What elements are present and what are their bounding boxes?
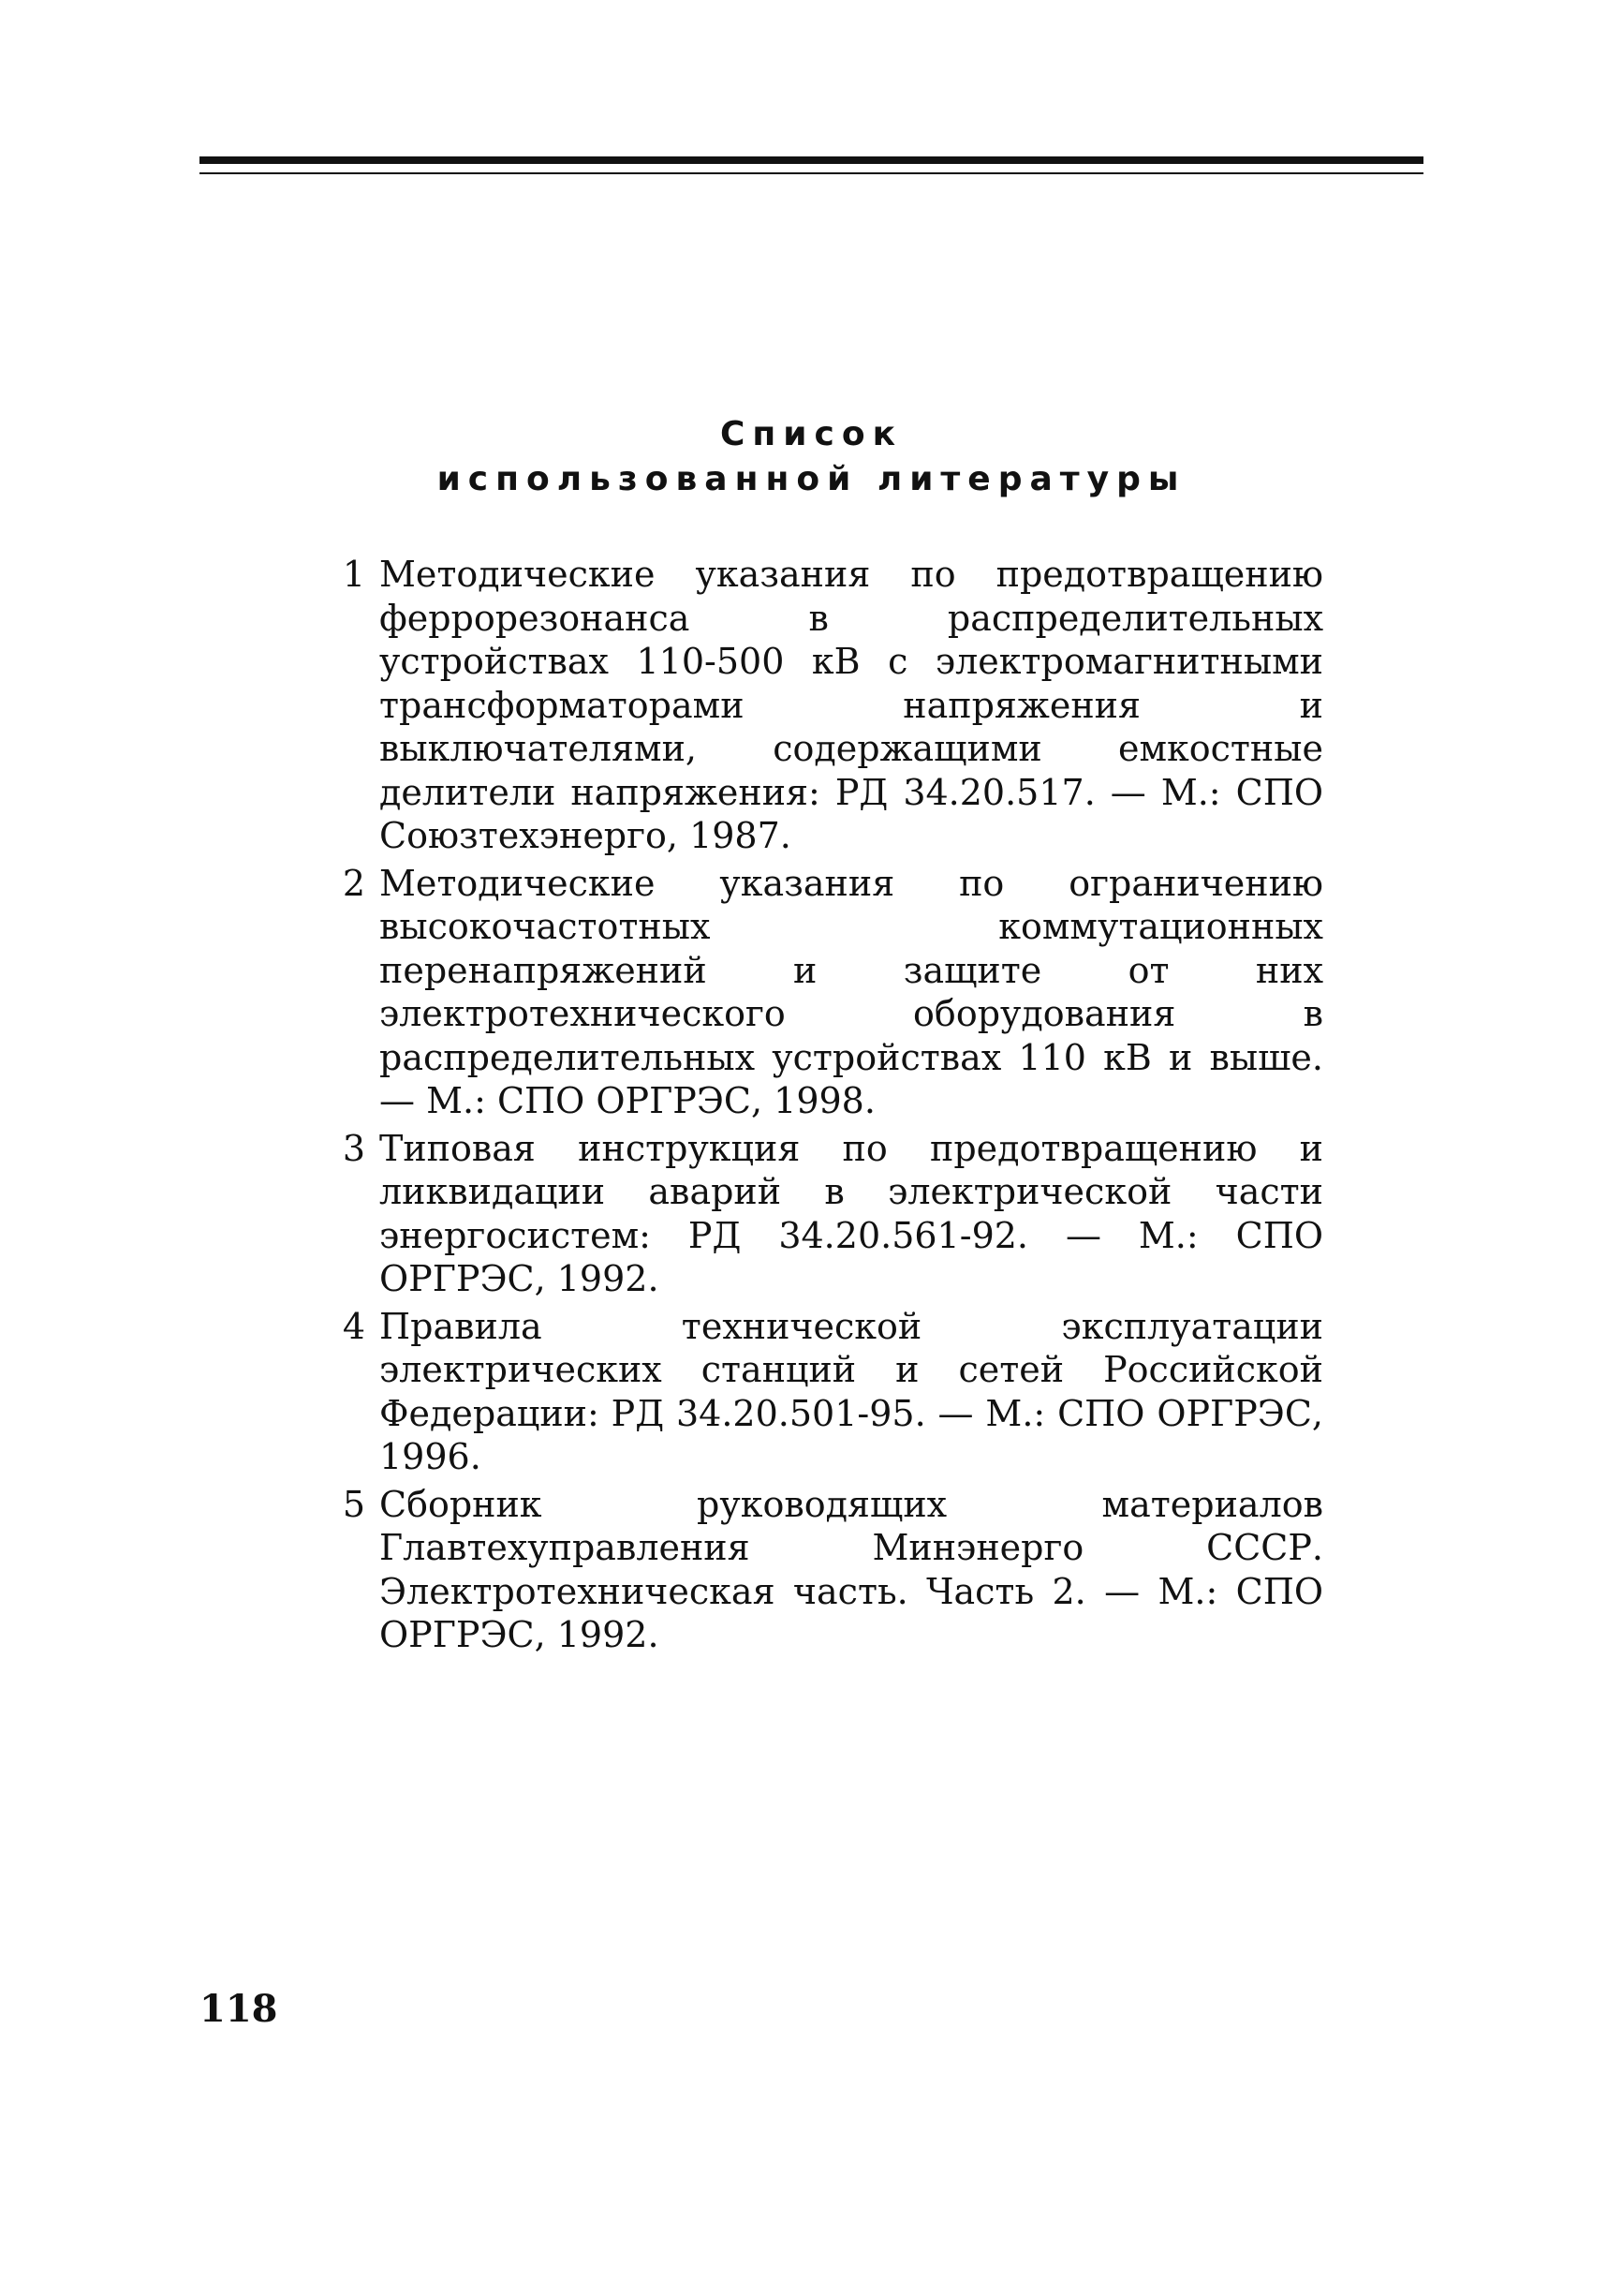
reference-number: 1 <box>342 554 365 595</box>
reference-number: 4 <box>342 1305 365 1347</box>
header-rule-thick <box>199 156 1423 164</box>
header-rule-thin <box>199 172 1423 174</box>
reference-item <box>332 1127 1323 1301</box>
reference-text: Правила технической эксплуатации электрических станций и сетей Российской Федерации: РД 34.20.501-95. — М.: СПО ОРГРЭС, 1996. <box>379 1305 1323 1477</box>
page-number: 118 <box>199 1987 278 2031</box>
reference-text: Методические указания по предотвращению феррорезонанса в распределительных устройствах 110-500 кВ с электромагнитными трансформаторами напряжения и выключателями, содержащими емкостные делители напряжения: РД 34.20.517. — М.: СПО Союзтехэнерго, 1987. <box>379 554 1323 856</box>
reference-item <box>332 553 1323 858</box>
reference-item <box>332 1483 1323 1657</box>
reference-text: Типовая инструкция по предотвращению и ликвидации аварий в электрической части энергосистем: РД 34.20.561-92. — М.: СПО ОРГРЭС, 1992. <box>379 1127 1323 1299</box>
reference-text: Сборник руководящих материалов Главтехуправления Минэнерго СССР. Электротехническая часть. Часть 2. — М.: СПО ОРГРЭС, 1992. <box>379 1483 1323 1655</box>
reference-number: 3 <box>342 1127 365 1169</box>
heading-line-1: Список <box>719 415 904 453</box>
heading-line-2: использованной литературы <box>436 460 1187 498</box>
reference-number: 2 <box>342 862 365 904</box>
reference-item <box>332 1305 1323 1479</box>
reference-item <box>332 862 1323 1123</box>
reference-text: Методические указания по ограничению высокочастотных коммутационных перенапряжений и защите от них электротехнического оборудования в распределительных устройствах 110 кВ и выше. — М.: СПО ОРГРЭС, 1998. <box>379 862 1323 1121</box>
reference-list <box>332 553 1323 1661</box>
reference-number: 5 <box>342 1483 365 1525</box>
section-heading <box>199 412 1423 502</box>
